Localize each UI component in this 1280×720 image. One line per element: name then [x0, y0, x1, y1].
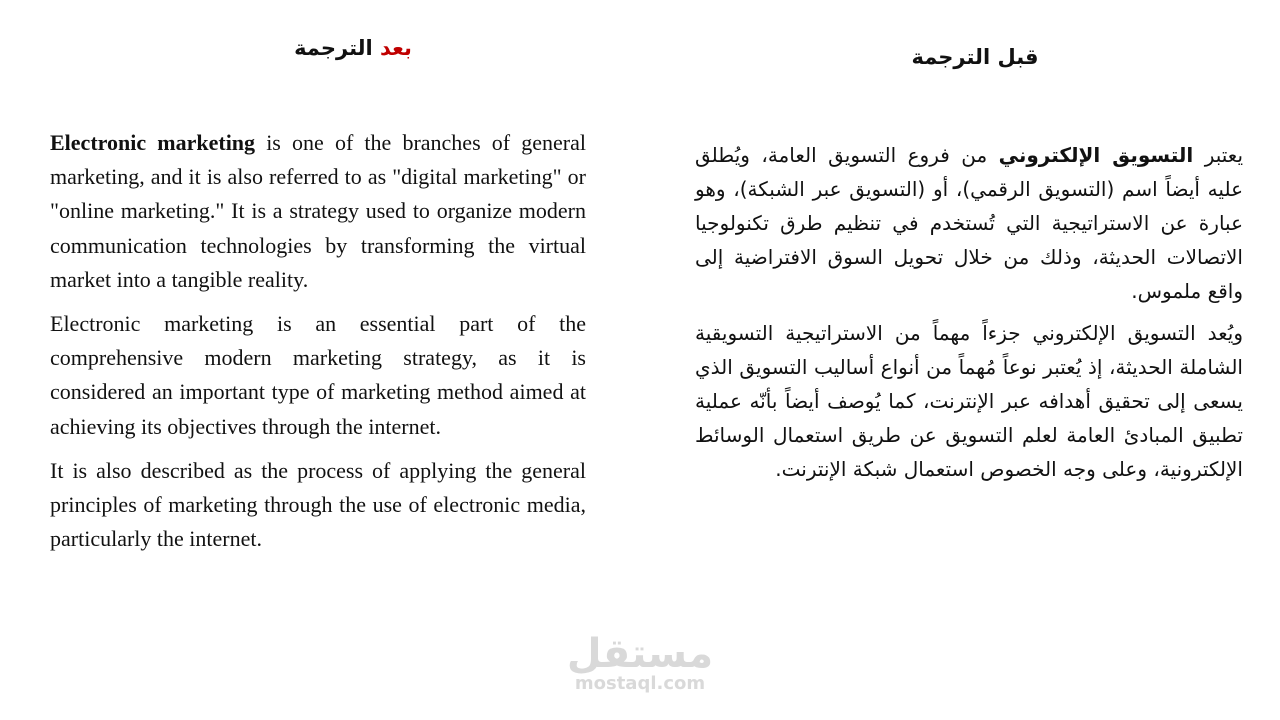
english-column — [50, 126, 586, 566]
arabic-column — [695, 138, 1243, 494]
arabic-paragraph-1-text: من فروع التسويق العامة، ويُطلق عليه أيضاً اسم (التسويق الرقمي)، أو (التسويق عبر الشبكة)، وهو عبارة عن الاستراتيجية التي تُستخدم في تنظيم طرق تكنولوجيا الاتصالات الحديثة، وذلك من خلال تحويل السوق الافتراضية إلى واقع ملموس. — [695, 143, 1243, 303]
after-word: بعد — [380, 36, 412, 60]
arabic-paragraph-1 — [695, 138, 1243, 308]
arabic-paragraph-1-lead: يعتبر — [1193, 143, 1244, 167]
arabic-paragraph-2: ويُعد التسويق الإلكتروني جزءاً مهماً من الاستراتيجية التسويقية الشاملة الحديثة، إذ يُعتبر نوعاً مُهماً من أنواع أساليب التسويق الذي يسعى إلى تحقيق أهدافه عبر الإنترنت، كما يُوصف أيضاً بأنّه عملية تطبيق المبادئ العامة لعلم التسويق عن طريق استعمال الوسائط الإلكترونية، وعلى وجه الخصوص استعمال شبكة الإنترنت. — [695, 321, 1243, 481]
english-paragraph-1-text: is one of the branches of general marketing, and it is also referred to as "digital marketing" or "online marketing." It is a strategy used to organize modern communication technologies by transforming the virtual market into a tangible reality. — [50, 130, 586, 292]
arabic-term-bold: التسويق الإلكتروني — [998, 143, 1194, 167]
english-term-bold: Electronic marketing — [50, 130, 256, 155]
translation-word: الترجمة — [294, 36, 381, 60]
mostaql-watermark — [560, 632, 720, 694]
after-translation-heading — [288, 36, 418, 60]
watermark-logo: مستقل — [566, 631, 714, 677]
watermark-url: mostaql.com — [574, 673, 706, 694]
english-paragraph-3: It is also described as the process of applying the general principles of marketing through the use of electronic media, particularly the internet. — [50, 457, 586, 552]
before-translation-heading: قبل الترجمة — [911, 45, 1039, 69]
english-paragraph-2: Electronic marketing is an essential part of the comprehensive modern marketing strategy, as it is considered an important type of marketing method aimed at achieving its objectives through the internet. — [50, 311, 586, 439]
english-paragraph-1 — [50, 126, 586, 297]
